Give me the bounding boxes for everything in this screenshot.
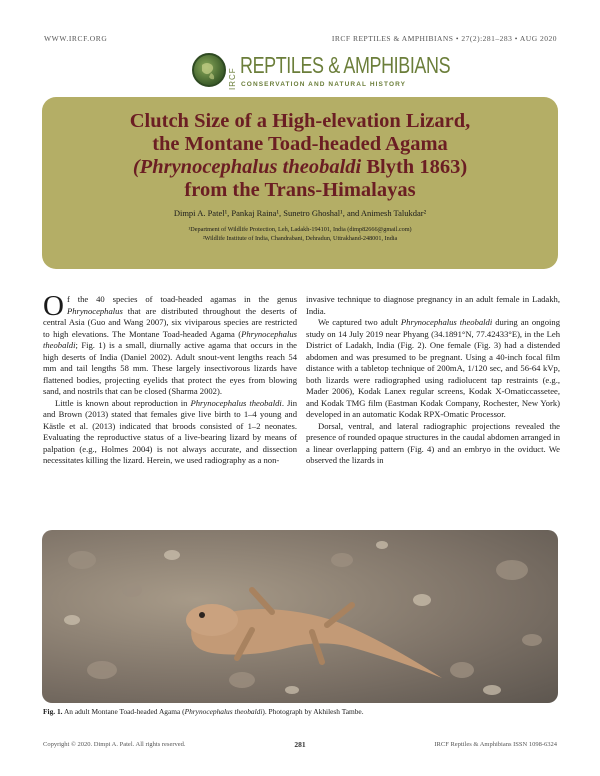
species-name: Phrynocephalus theobaldi <box>190 397 282 408</box>
logo-ircf-vertical: IRCF <box>228 67 237 90</box>
caption-species: Phrynocephalus theobaldi <box>184 707 263 716</box>
drop-cap: O <box>43 290 64 322</box>
footer-issn: IRCF Reptiles & Amphibians ISSN 1098-6324 <box>434 741 557 748</box>
title-line-3 <box>42 156 558 179</box>
footer-copyright: Copyright © 2020. Dimpi A. Patel. All rights reserved. <box>43 741 186 748</box>
text-run: f the 40 species of toad-headed agamas in the genus <box>66 294 297 304</box>
body-column-right <box>306 294 560 467</box>
caption-text: ). Photograph by Akhilesh Tambe. <box>262 707 364 716</box>
lizard-photo <box>42 530 558 703</box>
header-website[interactable]: WWW.IRCF.ORG <box>44 34 108 43</box>
affiliation-2: ²Wildlife Institute of India, Chandrabani, Dehradun, Uttrakhand-248001, India <box>202 235 398 242</box>
globe-emblem-icon <box>192 53 226 87</box>
logo-subtitle: CONSERVATION AND NATURAL HISTORY <box>241 81 407 88</box>
title-banner <box>42 97 558 269</box>
affiliation-1: ¹Department of Wildlife Protection, Leh, Ladakh-194101, India (dimp82666@gmail.com) <box>188 226 412 233</box>
body-column-left <box>43 290 297 467</box>
text-run: that are distributed throughout the deserts of central Asia (Guo and Wang 2007), six viviparous species are restricted to high elevations. The Montane Toad-headed Agama ( <box>43 305 297 339</box>
article-title <box>42 110 558 202</box>
text-run: Little is known about reproduction in <box>55 397 191 408</box>
title-species-author: Blyth 1863) <box>361 156 468 178</box>
paragraph <box>306 317 560 421</box>
text-run: during an ongoing study on 14 July 2019 near Phyang (34.1891°N, 77.42433°E), in the Leh District of Ladakh, India (Fig. 2). One female (Fig. 3) had a distended abdomen and was presumed to be pregnant. Using a 40-inch focal film distance with a tabletop technique of 200mA, 1/120 sec, and 56-64 kVp, both lizards were radiographed using radiolucent tap restraints (e.g., Mader 2006), Kodak Lanex regular screens, Kodak X-Omaticcassetee, and Kodak TMG film (Eastman Kodak Company, Rochester, New York) developed in an automatic Kodak RPX-Omatic Processor. <box>306 317 560 419</box>
logo-title: REPTILES & AMPHIBIANS <box>240 52 451 78</box>
title-line-4: from the Trans-Himalayas <box>184 179 416 201</box>
title-line-1: Clutch Size of a High-elevation Lizard, <box>129 110 471 132</box>
species-name: Phrynocephalus theobaldi <box>43 328 297 350</box>
species-name: Phrynocephalus theobaldi <box>400 317 493 327</box>
paragraph <box>43 290 297 398</box>
paragraph <box>43 398 297 467</box>
journal-logo <box>192 52 451 94</box>
figure-caption <box>43 707 557 716</box>
header-journal-issue: IRCF REPTILES & AMPHIBIANS • 27(2):281–283 • AUG 2020 <box>331 34 557 43</box>
genus-name: Phrynocephalus <box>66 305 123 316</box>
paragraph: invasive technique to diagnose pregnancy in an adult female in Ladakh, India. <box>306 294 560 316</box>
figure-label: Fig. 1. <box>43 707 63 716</box>
paragraph: Dorsal, ventral, and lateral radiographic projections revealed the presence of rounded opaque structures in the caudal abdomen arranged in a linear overlapping pattern (Fig. 4) and an embryo in the oviduct. We observed the lizards in <box>306 420 560 465</box>
text-run: ; Fig. 1) is a small, diurnally active agama that occurs in the high deserts of India (Daniel 2002). Adult snout-vent lengths reach 54 mm and tail lengths 58 mm. These largely insectivorous lizards have flattened bodies, projecting eyelids that protect the eyes from blowing sand, and nostrils that can be closed (Sharma 2002). <box>43 340 297 396</box>
caption-text: An adult Montane Toad-headed Agama ( <box>62 707 185 716</box>
text-run: . Jin and Brown (2013) stated that females give live birth to 1–4 young and Kästle et al. (2013) indicated that broods consisted of 1–2 neonates. Evaluating the reproductive status of a live-bearing lizard by means of palpation (e.g., Holmes 2004) is not always accurate, and dissection necessitates killing the lizard. Herein, we used radiography as a non- <box>43 397 297 465</box>
photo-illustration <box>42 530 558 703</box>
text-run: We captured two adult <box>318 317 401 327</box>
affiliations <box>42 225 558 243</box>
page-number: 281 <box>294 740 306 749</box>
title-line-2: the Montane Toad-headed Agama <box>152 133 448 155</box>
authors: Dimpi A. Patel¹, Pankaj Raina¹, Sunetro Ghoshal¹, and Animesh Talukdar² <box>173 208 427 218</box>
title-species: (Phrynocephalus theobaldi <box>132 156 362 178</box>
